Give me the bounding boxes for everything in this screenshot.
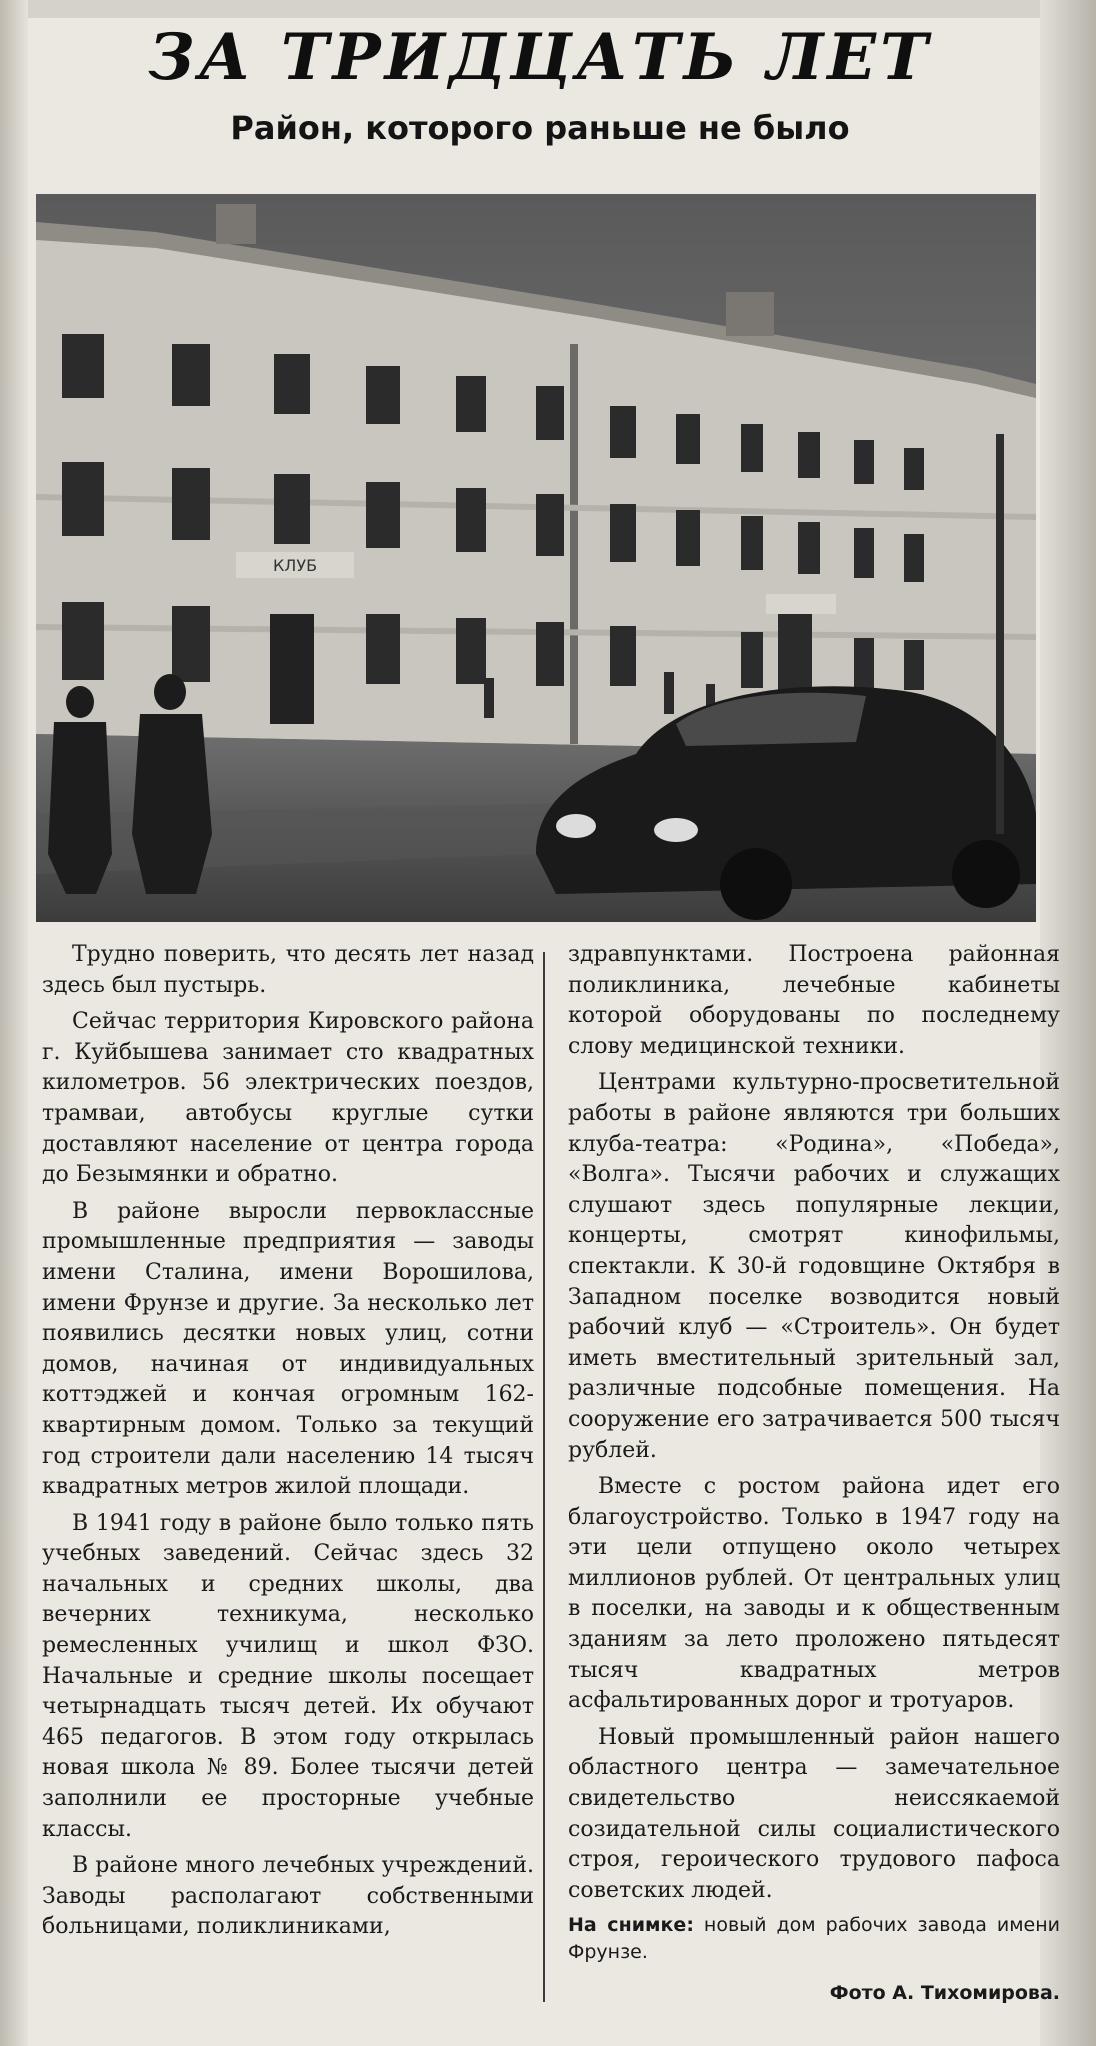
headline: ЗА ТРИДЦАТЬ ЛЕТ (148, 20, 932, 95)
article-paragraph: В районе выросли первоклассные промышленные предприятия — заводы имени Сталина, имени Ворошилова, имени Фрунзе и другие. За несколько лет появились десятки новых улиц, сотни домов, начиная от индивидуальных коттэджей и кончая огромным 162-квартирным домом. Только за текущий год строители дали населению 14 тысяч квадратных метров жилой площади. (42, 1198, 534, 1500)
article-paragraph: Трудно поверить, что десять лет назад здесь был пустырь. (42, 942, 534, 998)
article-paragraph: Вместе с ростом района идет его благоустройство. Только в 1947 году на эти цели отпущено около четырех миллионов рублей. От центральных улиц в поселки, на заводы и к общественным зданиям за лето проложено пятьдесят тысяч квадратных метров асфальтированных дорог и тротуаров. (568, 1474, 1060, 1714)
side-entrance-canopy (766, 594, 836, 614)
column-divider (543, 952, 545, 2002)
top-margin-strip (0, 0, 1096, 18)
side-entrance-door (778, 614, 812, 698)
entrance-sign-text: КЛУБ (272, 556, 318, 575)
entrance-door (270, 614, 314, 724)
left-page-edge (0, 0, 28, 2046)
lamp-post (996, 434, 1004, 834)
article-paragraph: Новый промышленный район нашего областного центра — замечательное свидетельство неиссякаемой созидательной силы социалистического строя, героического трудового пафоса советских людей. (568, 1724, 1060, 1903)
photo-caption (568, 1912, 1060, 1966)
photo-illustration (36, 194, 1036, 922)
car-headlight (654, 818, 698, 842)
caption-label: На снимке: (568, 1914, 694, 1937)
car-wheel (952, 840, 1020, 908)
article-paragraph: В районе много лечебных учреждений. Заводы располагают собственными больницами, поликлиниками, (42, 1853, 534, 1940)
article-paragraph: здравпунктами. Построена районная поликлиника, лечебные кабинеты которой оборудованы по последнему слову медицинской техники. (568, 942, 1060, 1059)
car-headlight (556, 814, 596, 838)
article-paragraph: В 1941 году в районе было только пять учебных заведений. Сейчас здесь 32 начальных и средних школы, два вечерних техникума, несколько ремесленных училищ и школ ФЗО. Начальные и средние школы посещает четырнадцать тысяч детей. Их обучают 465 педагогов. В этом году открылась новая школа № 89. Более тысячи детей заполнили ее просторные учебные классы. (42, 1510, 534, 1842)
chimney (726, 292, 774, 336)
drainpipe (570, 344, 578, 744)
building-photo (36, 194, 1036, 922)
caption-text: новый дом рабочих завода имени Фрунзе. (568, 1914, 1060, 1964)
article-column-left (42, 940, 534, 1949)
photo-credit: Фото А. Тихомирова. (829, 1982, 1060, 2005)
chimney (216, 204, 256, 244)
article-column-right (568, 940, 1060, 2009)
subheadline: Район, которого раньше не было (230, 109, 850, 147)
article-paragraph: Центрами культурно-просветительной работы в районе являются три больших клуба-театра: «Родина», «Победа», «Волга». Тысячи рабочих и служащих слушают здесь популярные лекции, концерты, смотрят кинофильмы, спектакли. К 30-й годовщине Октября в Западном поселке возводится новый рабочий клуб — «Строитель». Он будет иметь вместительный зрительный зал, различные подсобные помещения. На сооружение его затрачивается 500 тысяч рублей. (568, 1070, 1060, 1463)
article-paragraph: Сейчас территория Кировского района г. Куйбышева занимает сто квадратных километров. 56 электрических поездов, трамваи, автобусы круглые сутки доставляют население от центра города до Безымянки и обратно. (42, 1009, 534, 1188)
car-wheel (720, 848, 792, 920)
